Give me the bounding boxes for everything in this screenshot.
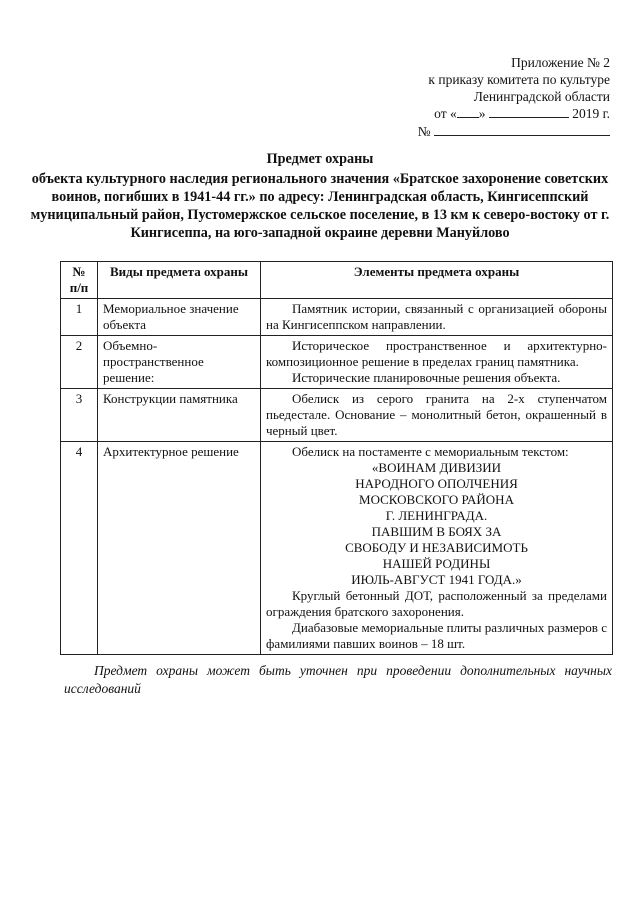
header-num: № п/п <box>61 262 98 299</box>
date-month-field <box>489 117 569 118</box>
inscription-line: МОСКОВСКОГО РАЙОНА <box>359 492 514 507</box>
inscription-line: СВОБОДУ И НЕЗАВИСИМОТЬ <box>345 540 528 555</box>
annex-region-line: Ленинградской области <box>473 89 610 104</box>
row-elements: Памятник истории, связанный с организацией обороны на Кингисеппском направлении. <box>261 299 613 336</box>
annex-order-line: к приказу комитета по культуре <box>428 72 610 87</box>
inscription-line: Г. ЛЕНИНГРАДА. <box>385 508 488 523</box>
table-header-row <box>61 262 613 299</box>
row-elements: Обелиск на постаменте с мемориальным текстом: «ВОИНАМ ДИВИЗИИ НАРОДНОГО ОПОЛЧЕНИЯ МОСКОВСКОГО РАЙОНА Г. ЛЕНИНГРАДА. ПАВШИМ В БОЯХ ЗА СВОБОДУ И НЕЗАВИСИМОТЬ НАШЕЙ РОДИНЫ ИЮЛЬ-АВГУСТ 1941 ГОДА.» Круглый бетонный ДОТ, расположенный за пределами ограждения братского захоронения. Диабазовые мемориальные плиты различных размеров с фамилиями павших воинов – 18 шт. <box>261 442 613 655</box>
table-row <box>61 336 613 389</box>
row-num: 1 <box>61 299 98 336</box>
row-kind: Мемориальное значение объекта <box>98 299 261 336</box>
footnote: Предмет охраны может быть уточнен при проведении дополнительных научных исследований <box>64 663 612 696</box>
date-day-field <box>457 117 479 118</box>
inscription-line: «ВОИНАМ ДИВИЗИИ <box>371 460 502 475</box>
row-kind: Объемно-пространственное решение: <box>98 336 261 389</box>
annex-title: Приложение № 2 <box>511 55 610 70</box>
row-num: 4 <box>61 442 98 655</box>
header-kind: Виды предмета охраны <box>98 262 261 299</box>
row-num: 3 <box>61 389 98 442</box>
row-elements: Обелиск из серого гранита на 2-х ступенчатом пьедестале. Основание – монолитный бетон, окрашенный в черный цвет. <box>261 389 613 442</box>
inscription-line: ПАВШИМ В БОЯХ ЗА <box>371 524 502 539</box>
annex-date-line: от « » 2019 г. <box>434 106 610 121</box>
row-kind: Архитектурное решение <box>98 442 261 655</box>
row-kind: Конструкции памятника <box>98 389 261 442</box>
inscription-line: НАШЕЙ РОДИНЫ <box>382 556 491 571</box>
inscription-line: ИЮЛЬ-АВГУСТ 1941 ГОДА.» <box>351 572 522 587</box>
table-row <box>61 389 613 442</box>
annex-number-field <box>434 135 610 136</box>
header-elements: Элементы предмета охраны <box>261 262 613 299</box>
date-year: 2019 г. <box>572 106 610 121</box>
annex-block <box>390 54 610 141</box>
table-row <box>61 442 613 655</box>
title-main: Предмет охраны <box>266 151 374 167</box>
row-num: 2 <box>61 336 98 389</box>
protection-table <box>60 261 613 655</box>
table-row <box>61 299 613 336</box>
title-subject: объекта культурного наследия регионального значения «Братское захоронение советских воинов, погибших в 1941-44 гг.» по адресу: Ленинградская область, Кингисеппский муниципальный район, Пустомержское сельское поселение, в 13 км к северо-востоку от г. Кингисеппа, на юго-западной окраине деревни Мануйлово <box>30 171 610 241</box>
inscription-line: НАРОДНОГО ОПОЛЧЕНИЯ <box>355 476 518 491</box>
row-elements: Историческое пространственное и архитектурно-композиционное решение в пределах границ памятника. Исторические планировочные решения объекта. <box>261 336 613 389</box>
document-title <box>30 150 610 242</box>
annex-number-line: № <box>390 123 610 141</box>
